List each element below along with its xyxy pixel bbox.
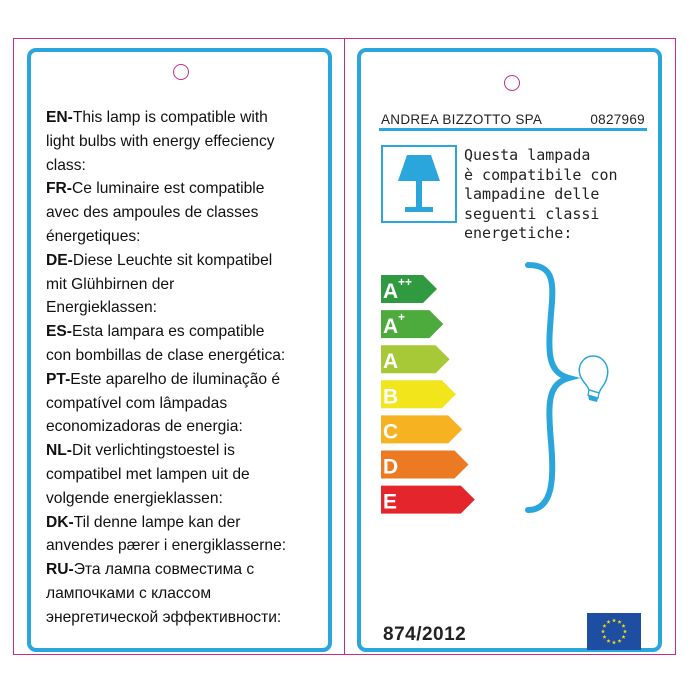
- line-text: Diese Leuchte sit kompatibel: [72, 251, 273, 269]
- energy-class-d: [381, 451, 469, 479]
- line-text: class:: [46, 156, 86, 174]
- text-line: [46, 511, 326, 535]
- language-code: EN-: [46, 109, 73, 126]
- class-superscript: +: [398, 310, 406, 325]
- line-text: лампочками с классом: [46, 584, 212, 602]
- line-text: economizadoras de energia:: [46, 418, 243, 436]
- italian-line: energetiche:: [464, 224, 573, 242]
- class-letter: C: [383, 420, 399, 444]
- energy-class-aplus: [381, 310, 443, 338]
- text-line: [46, 201, 326, 225]
- line-text: avec des ampoules de classes: [46, 204, 259, 222]
- multilingual-card: [27, 48, 332, 652]
- language-code: ES-: [46, 323, 72, 341]
- text-line: [46, 606, 326, 630]
- text-line: [46, 487, 326, 511]
- italian-line: Questa lampada: [464, 146, 591, 164]
- text-line: [46, 225, 326, 249]
- curly-brace-icon: [528, 265, 569, 510]
- text-line: [46, 177, 326, 201]
- text-line: [46, 368, 326, 392]
- energy-class-aplusplus: [381, 275, 437, 303]
- text-line: [46, 249, 326, 273]
- text-line: [46, 534, 326, 558]
- italian-line: lampadine delle: [464, 185, 600, 203]
- energy-label-card: [357, 48, 662, 652]
- class-superscript: ++: [398, 275, 413, 289]
- line-text: Este aparelho de iluminação é: [70, 370, 281, 388]
- line-text: Эта лампа совместима с: [73, 561, 255, 579]
- class-letter: A: [383, 315, 399, 339]
- line-text: Ce luminaire est compatible: [71, 180, 265, 198]
- line-text: Esta lampara es compatible: [72, 323, 265, 341]
- class-letter: D: [383, 455, 399, 479]
- line-text: Til denne lampe kan der: [73, 513, 241, 531]
- text-line: [46, 463, 326, 487]
- line-text: mit Glühbirnen der: [46, 275, 175, 293]
- line-text: энергетической эффективности:: [46, 608, 282, 626]
- class-letter: A: [383, 280, 399, 303]
- line-text: Energieklassen:: [46, 299, 157, 317]
- class-letter: E: [383, 490, 398, 514]
- italian-line: seguenti classi: [464, 204, 600, 223]
- energy-class-a: [381, 345, 450, 373]
- line-text: light bulbs with energy effeciency: [46, 132, 275, 150]
- multilingual-text: [46, 106, 326, 630]
- regulation-number: 874/2012: [383, 624, 467, 645]
- language-code: DE-: [46, 251, 73, 269]
- energy-class-graphic: [361, 52, 658, 648]
- line-text: énergetiques:: [46, 227, 141, 245]
- text-line: [46, 154, 326, 178]
- language-code: RU-: [46, 561, 74, 579]
- energy-class-b: [381, 380, 456, 408]
- italian-line: è compatibile con: [464, 165, 618, 184]
- line-text: compatibel met lampen uit de: [46, 465, 250, 483]
- hang-hole: [173, 64, 189, 80]
- line-text: volgende energieklassen:: [46, 489, 223, 507]
- text-line: [46, 392, 326, 416]
- text-line: [46, 130, 326, 154]
- language-code: DK-: [46, 513, 74, 531]
- text-line: [46, 273, 326, 297]
- eu-flag-icon: [587, 613, 641, 650]
- language-code: NL-: [46, 442, 72, 460]
- energy-class-e: [381, 486, 475, 514]
- product-code: 0827969: [590, 112, 645, 127]
- text-line: [46, 320, 326, 344]
- text-line: [46, 415, 326, 439]
- text-line: [46, 582, 326, 606]
- energy-class-arrows: [381, 275, 475, 514]
- text-line: [46, 439, 326, 463]
- company-name: ANDREA BIZZOTTO SPA: [381, 112, 543, 127]
- text-line: [46, 558, 326, 582]
- fold-line: [344, 38, 345, 655]
- line-text: compatível com lâmpadas: [46, 394, 228, 412]
- class-letter: B: [383, 385, 399, 409]
- line-text: This lamp is compatible with: [72, 109, 268, 126]
- text-line: [46, 106, 326, 130]
- text-line: [46, 344, 326, 368]
- light-bulb-icon: [579, 356, 607, 402]
- language-code: PT-: [46, 370, 71, 388]
- line-text: con bombillas de clase energética:: [46, 346, 286, 364]
- energy-class-c: [381, 415, 462, 443]
- line-text: anvendes pærer i energiklasserne:: [46, 537, 287, 555]
- line-text: Dit verlichtingstoestel is: [71, 442, 235, 460]
- text-line: [46, 296, 326, 320]
- class-letter: A: [383, 350, 399, 374]
- language-code: FR-: [46, 180, 72, 198]
